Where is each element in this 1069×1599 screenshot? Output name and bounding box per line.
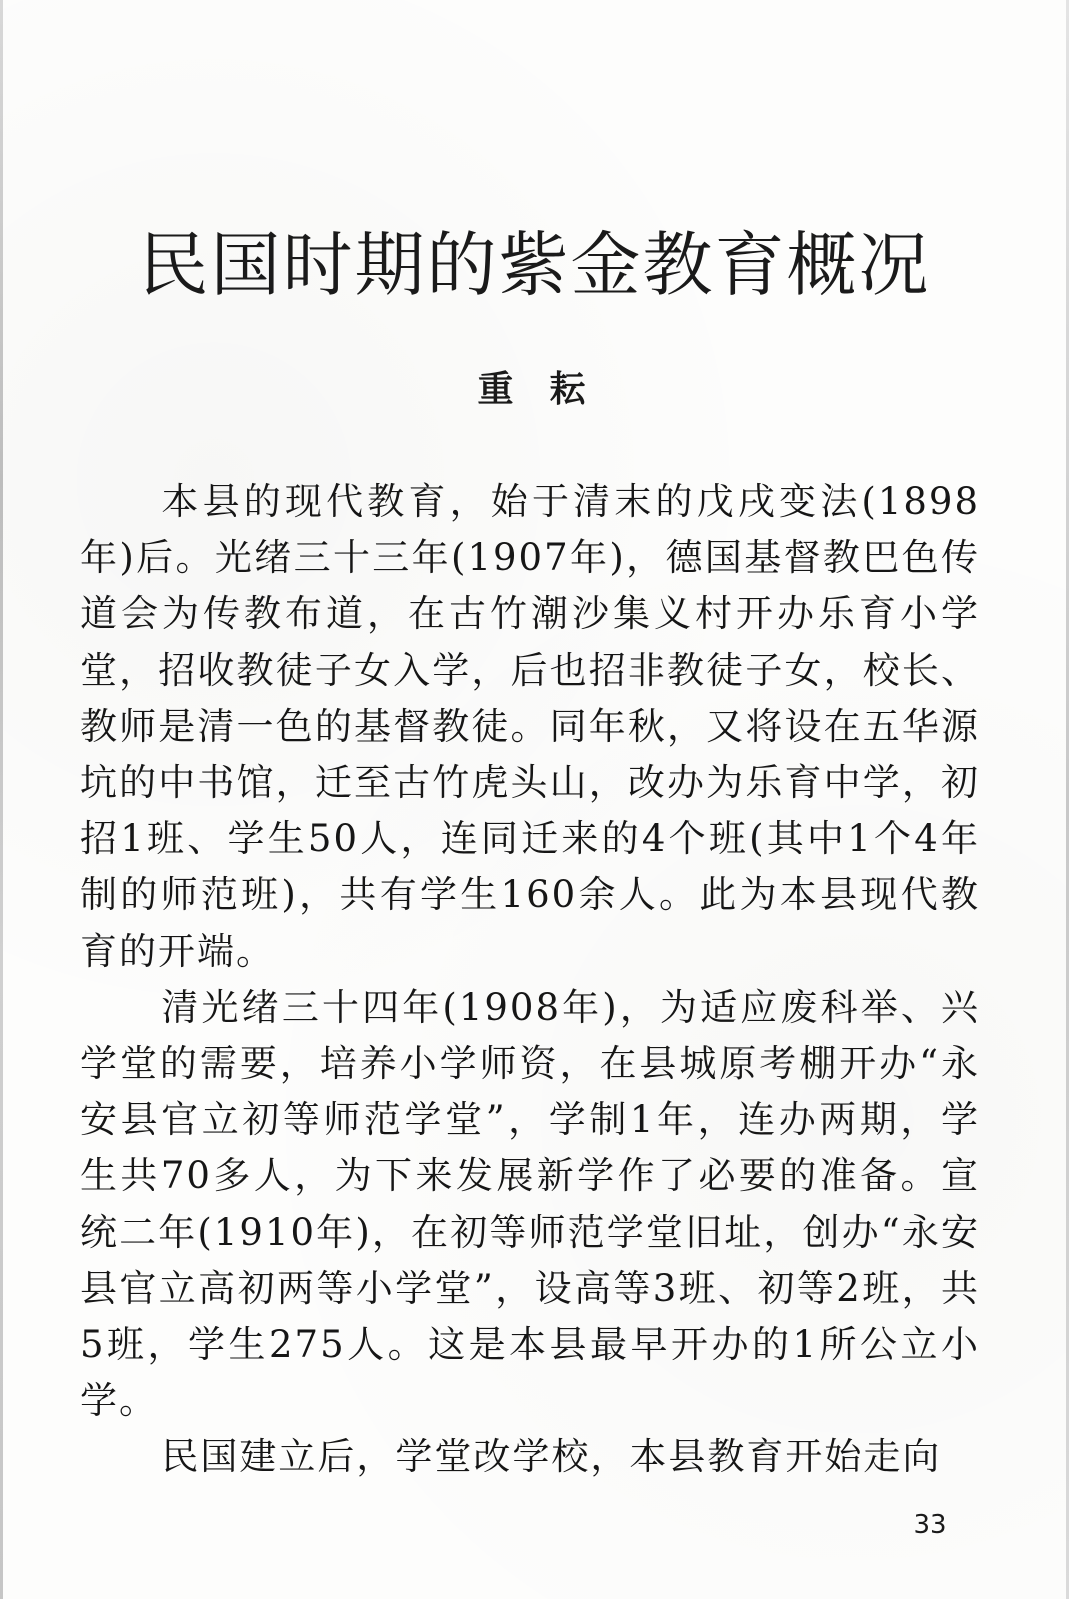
- paragraph-1: 本县的现代教育，始于清末的戊戌变法(1898年)后。光绪三十三年(1907年)，德国基督教巴色传道会为传教布道，在古竹潮沙集义村开办乐育小学堂，招收教徒子女入学，后也招非教徒子女，校长、教师是清一色的基督教徒。同年秋，又将设在五华源坑的中书馆，迁至古竹虎头山，改办为乐育中学，初招1班、学生50人，连同迁来的4个班(其中1个4年制的师范班)，共有学生160余人。此为本县现代教育的开端。: [80, 480, 980, 973]
- article-title: 民国时期的紫金教育概况: [138, 224, 931, 306]
- article-body: [80, 474, 980, 1486]
- paragraph-3: 民国建立后，学堂改学校，本县教育开始走向: [161, 1435, 942, 1479]
- paragraph-2: 清光绪三十四年(1908年)，为适应废科举、兴学堂的需要，培养小学师资，在县城原考棚开办“永安县官立初等师范学堂”，学制1年，连办两期，学生共70多人，为下来发展新学作了必要的准备。宣统二年(1910年)，在初等师范学堂旧址，创办“永安县官立高初两等小学堂”，设高等3班、初等2班，共5班，学生275人。这是本县最早开办的1所公立小学。: [80, 985, 980, 1423]
- page-number: 33: [913, 1510, 947, 1540]
- article-author: 重耘: [477, 368, 622, 410]
